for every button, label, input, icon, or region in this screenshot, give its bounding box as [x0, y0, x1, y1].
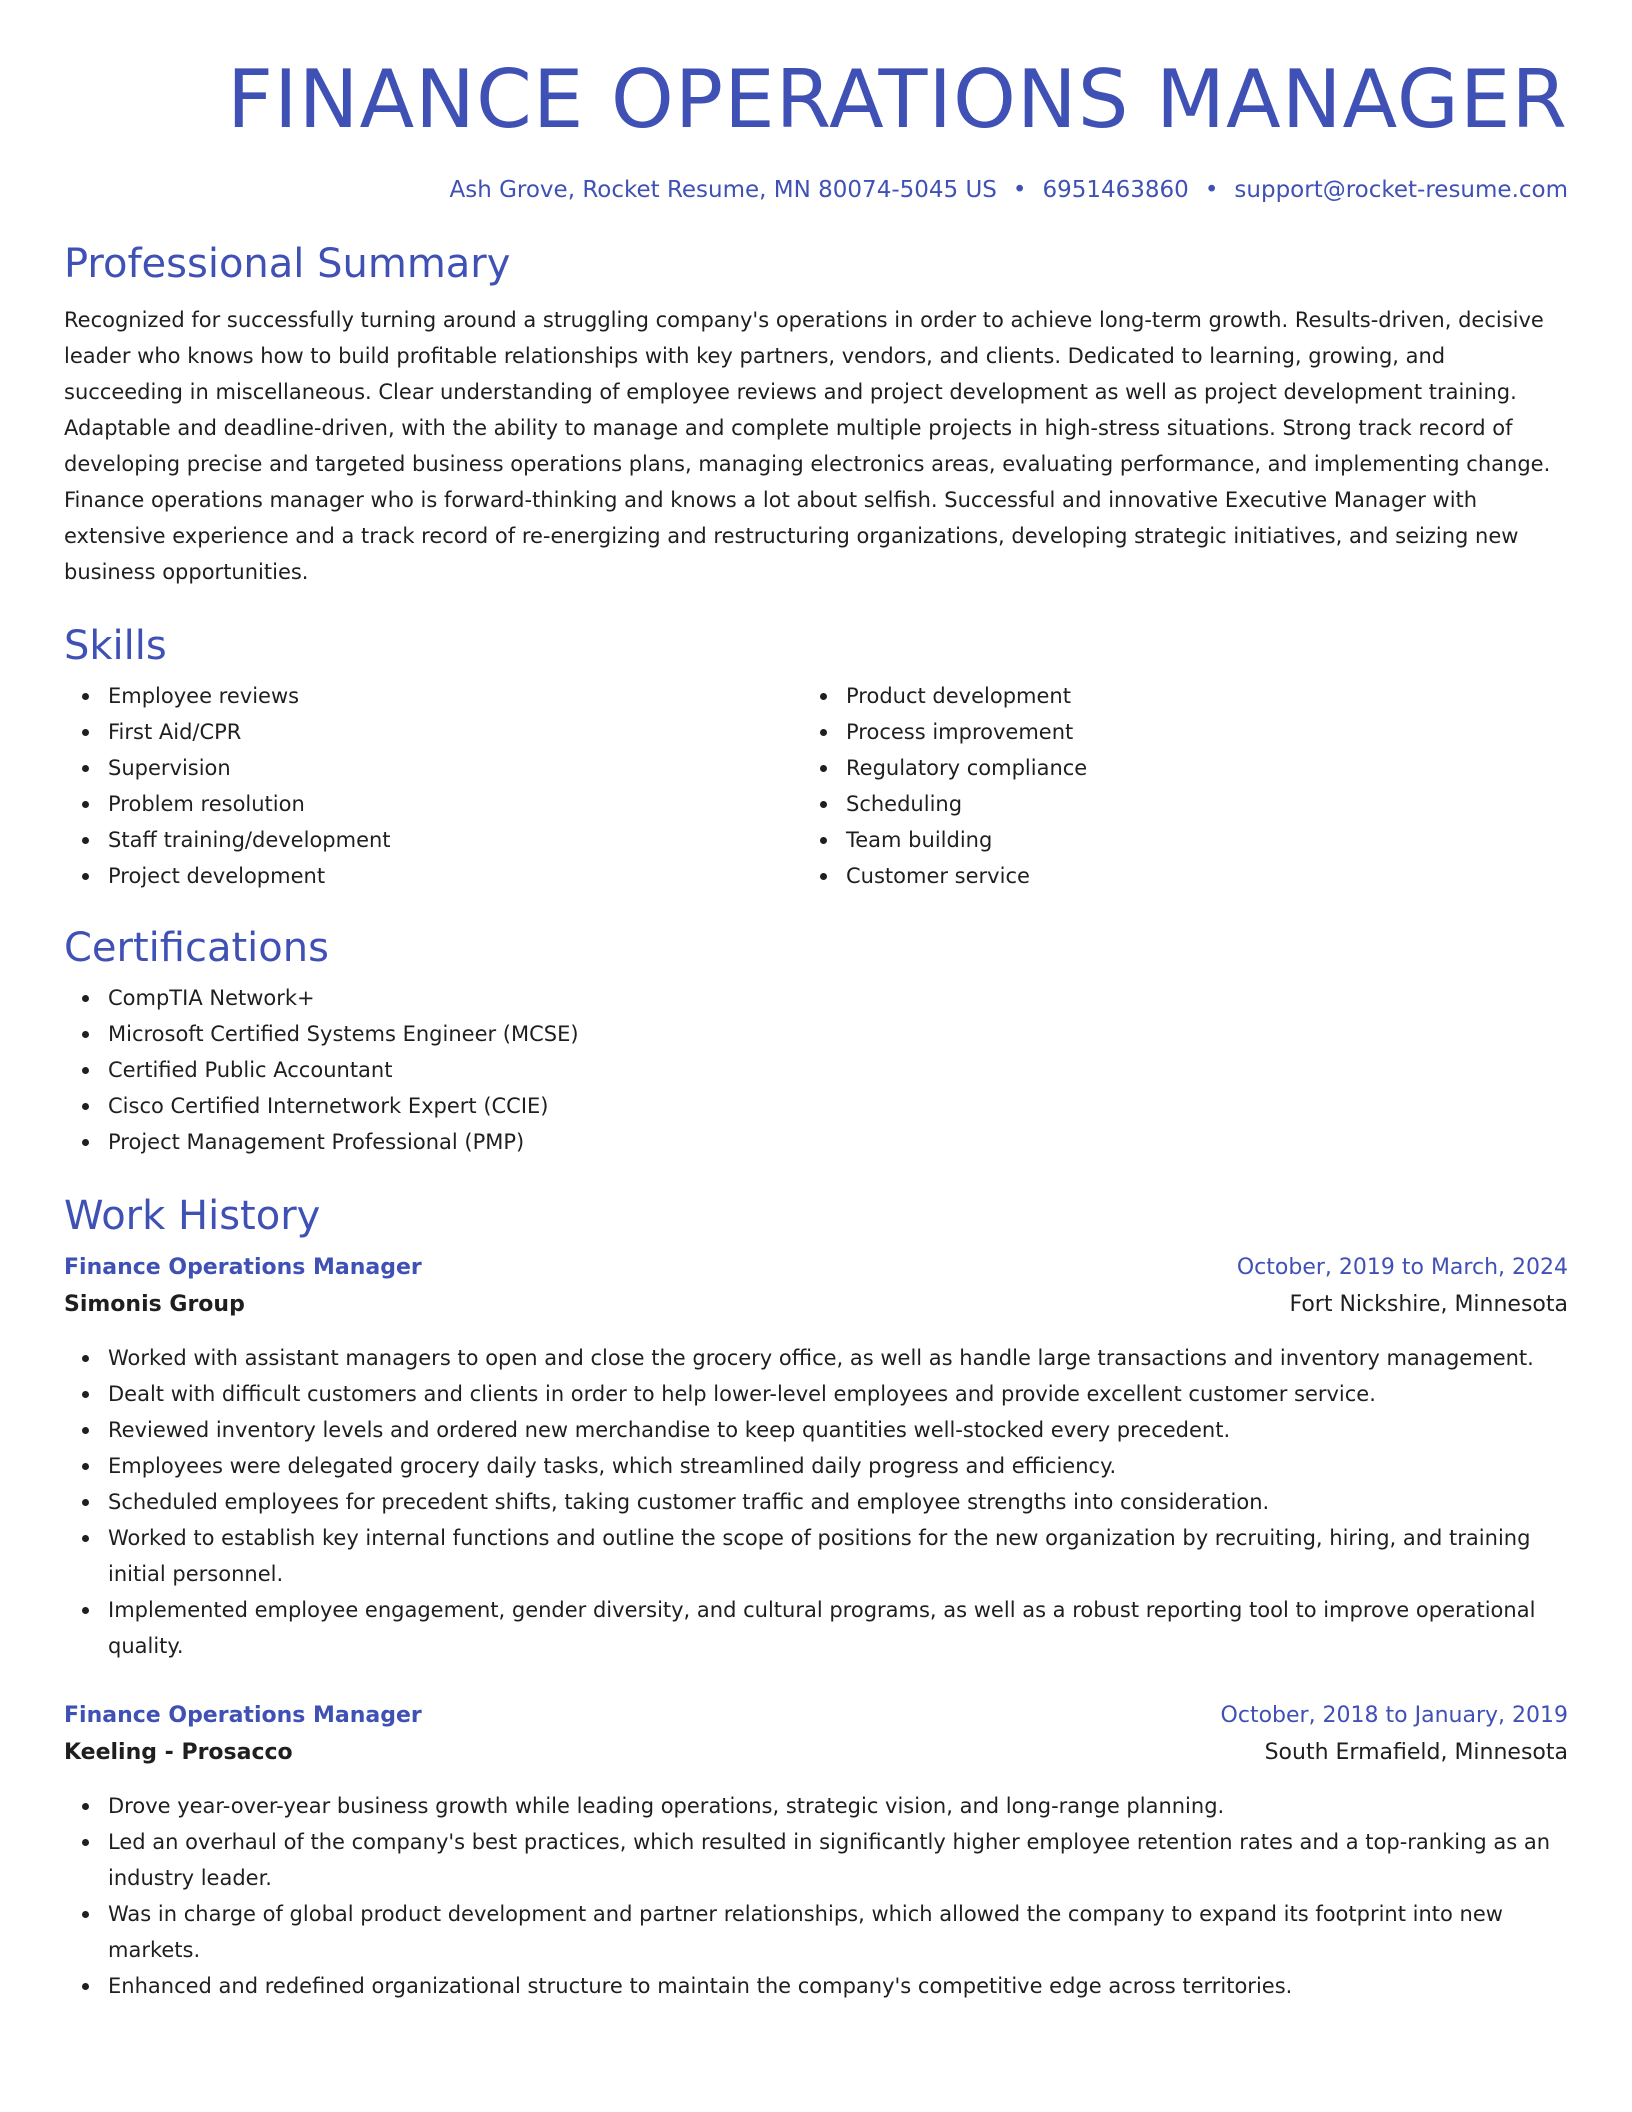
job-title: Finance Operations Manager — [64, 1703, 422, 1728]
job-entry — [64, 1698, 1568, 2004]
contact-email: support@rocket-resume.com — [1234, 177, 1568, 203]
job-bullet: Implemented employee engagement, gender diversity, and cultural programs, as well as a robust reporting tool to improve operational quality. — [108, 1592, 1568, 1664]
skill-item: Customer service — [846, 858, 1568, 894]
contact-separator: • — [1204, 177, 1219, 203]
job-location: South Ermafield, Minnesota — [1264, 1740, 1568, 1765]
job-title: Finance Operations Manager — [64, 1255, 422, 1280]
skill-item: Team building — [846, 822, 1568, 858]
skill-item: Product development — [846, 678, 1568, 714]
section-title: Work History — [64, 1193, 321, 1239]
resume-header — [64, 52, 1568, 206]
contact-separator: • — [1012, 177, 1027, 203]
certifications-section — [64, 924, 1568, 1160]
skill-item: Regulatory compliance — [846, 750, 1568, 786]
certification-item: CompTIA Network+ — [108, 980, 1568, 1016]
job-company: Keeling - Prosacco — [64, 1740, 293, 1765]
work-history-section — [64, 1192, 1568, 2004]
contact-phone: 6951463860 — [1042, 177, 1189, 203]
summary-text: Recognized for successfully turning around a struggling company's operations in order to achieve long-term growth. Results-driven, decisive leader who knows how to build profitable relationships with key partners, vendors, and clients. Dedicated to learning, growing, and succeeding in miscellaneous. Clear understanding of employee reviews and project development as well as project development training. Adaptable and deadline-driven, with the ability to manage and complete multiple projects in high-stress situations. Strong track record of developing precise and targeted business operations plans, managing electronics areas, evaluating performance, and implementing change. Finance operations manager who is forward-thinking and knows a lot about selfish. Successful and innovative Executive Manager with extensive experience and a track record of re-energizing and restructuring organizations, developing strategic initiatives, and seizing new business opportunities. — [64, 308, 1551, 584]
skill-item: Employee reviews — [108, 678, 802, 714]
job-header-row — [64, 1250, 1568, 1286]
job-company: Simonis Group — [64, 1292, 245, 1317]
skill-item: Supervision — [108, 750, 802, 786]
job-bullet: Reviewed inventory levels and ordered new merchandise to keep quantities well-stocked every precedent. — [108, 1412, 1568, 1448]
job-bullet: Dealt with difficult customers and clients in order to help lower-level employees and provide excellent customer service. — [108, 1376, 1568, 1412]
job-dates: October, 2019 to March, 2024 — [1236, 1255, 1568, 1280]
certifications-list — [64, 980, 1568, 1160]
job-location: Fort Nickshire, Minnesota — [1289, 1292, 1568, 1317]
job-header-row — [64, 1698, 1568, 1734]
section-title: Professional Summary — [64, 241, 511, 287]
job-bullet: Enhanced and redefined organizational structure to maintain the company's competitive edge across territories. — [108, 1968, 1568, 2004]
skill-item: Process improvement — [846, 714, 1568, 750]
skills-list-right — [802, 678, 1568, 894]
certification-item: Cisco Certified Internetwork Expert (CCIE) — [108, 1088, 1568, 1124]
contact-line — [64, 174, 1568, 206]
job-bullet: Employees were delegated grocery daily tasks, which streamlined daily progress and efficiency. — [108, 1448, 1568, 1484]
skill-item: Staff training/development — [108, 822, 802, 858]
skills-list-left — [64, 678, 802, 894]
job-company-row — [64, 1286, 1568, 1324]
certification-item: Certified Public Accountant — [108, 1052, 1568, 1088]
contact-address: Ash Grove, Rocket Resume, MN 80074-5045 US — [449, 177, 997, 203]
section-title: Certifications — [64, 925, 329, 971]
skills-grid — [64, 678, 1568, 894]
job-bullet: Led an overhaul of the company's best practices, which resulted in significantly higher employee retention rates and a top-ranking as an industry leader. — [108, 1824, 1568, 1896]
job-entry — [64, 1250, 1568, 1664]
skills-section — [64, 622, 1568, 894]
job-bullet: Scheduled employees for precedent shifts, taking customer traffic and employee strengths into consideration. — [108, 1484, 1568, 1520]
job-bullet: Worked with assistant managers to open and close the grocery office, as well as handle large transactions and inventory management. — [108, 1340, 1568, 1376]
skill-item: Project development — [108, 858, 802, 894]
job-bullet: Was in charge of global product development and partner relationships, which allowed the company to expand its footprint into new markets. — [108, 1896, 1568, 1968]
skill-item: Scheduling — [846, 786, 1568, 822]
job-bullets — [64, 1788, 1568, 2004]
certification-item: Microsoft Certified Systems Engineer (MCSE) — [108, 1016, 1568, 1052]
skill-item: Problem resolution — [108, 786, 802, 822]
skill-item: First Aid/CPR — [108, 714, 802, 750]
certification-item: Project Management Professional (PMP) — [108, 1124, 1568, 1160]
job-bullet: Drove year-over-year business growth while leading operations, strategic vision, and long-range planning. — [108, 1788, 1568, 1824]
job-bullet: Worked to establish key internal functions and outline the scope of positions for the new organization by recruiting, hiring, and training initial personnel. — [108, 1520, 1568, 1592]
section-title: Skills — [64, 623, 167, 669]
job-company-row — [64, 1734, 1568, 1772]
summary-section — [64, 240, 1568, 590]
job-bullets — [64, 1340, 1568, 1664]
job-dates: October, 2018 to January, 2019 — [1220, 1703, 1568, 1728]
job-title-heading: FINANCE OPERATIONS MANAGER — [227, 53, 1568, 146]
